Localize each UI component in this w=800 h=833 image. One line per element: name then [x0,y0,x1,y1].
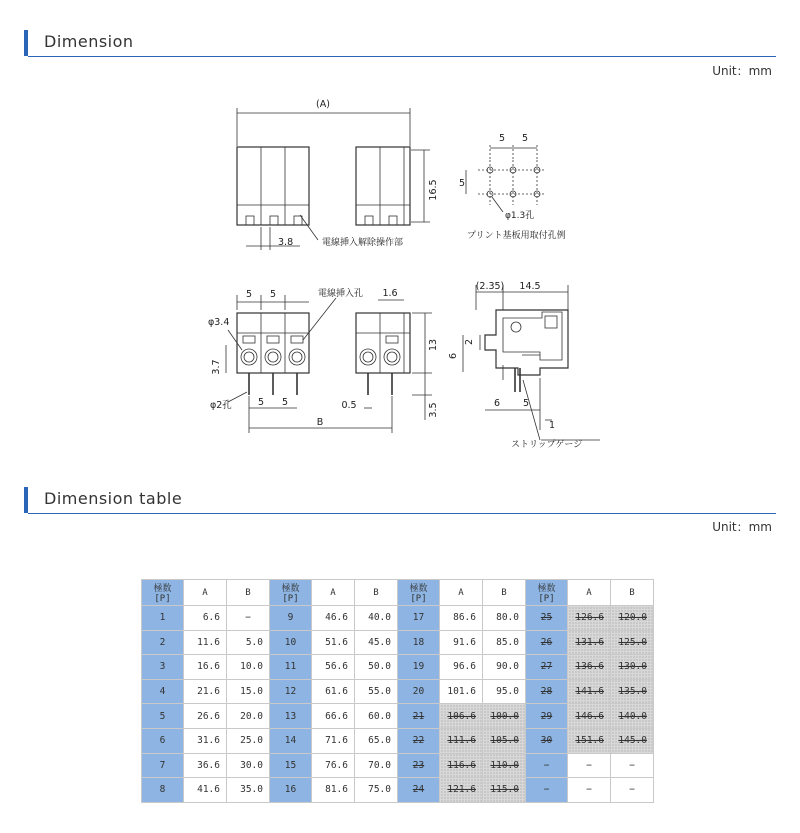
dimension-cell: 66.6 [312,704,355,729]
dimension-cell: 20.0 [227,704,270,729]
dimension-cell: 115.0 [483,778,526,803]
header-poles: 極数[P] [270,580,312,606]
dimension-cell: 85.0 [483,630,526,655]
dimension-cell: 100.0 [483,704,526,729]
dimension-cell: 40.0 [355,606,398,631]
section-title: Dimension table [44,489,183,508]
dimension-cell: 105.0 [483,728,526,753]
section-rule [28,56,776,57]
section-rule [28,513,776,514]
dimension-cell: 70.0 [355,753,398,778]
dimension-cell: 101.6 [440,679,483,704]
header-poles: 極数[P] [398,580,440,606]
pole-count-cell: 11 [270,655,312,680]
side-dim-2-35: (2.35) [475,281,505,292]
front-dim-b: B [316,417,324,428]
dimension-cell: − [611,778,654,803]
front-dim-3-7: 3.7 [211,359,222,375]
pole-count-cell: 1 [142,606,184,631]
dimension-cell: 111.6 [440,728,483,753]
pole-count-cell: 22 [398,728,440,753]
pcb-dim-x2: 5 [521,133,529,144]
dimension-cell: 16.6 [184,655,227,680]
pole-count-cell: 8 [142,778,184,803]
pcb-dim-y: 5 [459,178,466,189]
dimension-cell: 106.6 [440,704,483,729]
pole-count-cell: 7 [142,753,184,778]
front-dim-13: 13 [428,338,439,352]
dimension-cell: 141.6 [568,679,611,704]
dimension-cell: 41.6 [184,778,227,803]
front-dim-b2: 5 [281,397,289,408]
dimension-cell: 151.6 [568,728,611,753]
pole-count-cell: 23 [398,753,440,778]
header-b: B [227,580,270,606]
dimension-cell: 130.0 [611,655,654,680]
pole-count-cell: 17 [398,606,440,631]
dimension-cell: 91.6 [440,630,483,655]
unit-label: Unit：mm [712,64,772,78]
header-b: B [483,580,526,606]
dimension-cell: − [611,753,654,778]
dimension-cell: 121.6 [440,778,483,803]
label-release: 電線挿入解除操作部 [322,238,404,248]
side-dim-6v: 6 [448,352,459,360]
header-a: A [568,580,611,606]
dimension-cell: 136.6 [568,655,611,680]
dimension-cell: 61.6 [312,679,355,704]
top-view [237,108,430,250]
dimension-cell: 146.6 [568,704,611,729]
table-row [142,753,654,778]
dimension-cell: 26.6 [184,704,227,729]
front-dim-0-5: 0.5 [341,400,357,411]
dimension-cell: 5.0 [227,630,270,655]
pole-count-cell: 30 [526,728,568,753]
front-dim-3-5: 3.5 [428,402,439,418]
dimension-cell: 81.6 [312,778,355,803]
table-row [142,778,654,803]
section-accent-bar [24,30,28,56]
dimension-cell: 65.0 [355,728,398,753]
dimension-table [141,579,654,803]
pole-count-cell: 10 [270,630,312,655]
dimension-cell: 6.6 [184,606,227,631]
front-dim-p1: 5 [245,289,253,300]
side-dim-14-5: 14.5 [519,281,541,292]
header-b: B [611,580,654,606]
dimension-cell: 75.0 [355,778,398,803]
pole-count-cell: 13 [270,704,312,729]
dimension-cell: 35.0 [227,778,270,803]
pole-count-cell: 24 [398,778,440,803]
front-dim-p2: 5 [269,289,277,300]
dimension-cell: 55.0 [355,679,398,704]
dim-height: 16.5 [428,179,439,201]
section-header-dimension [24,30,776,56]
pole-count-cell: 5 [142,704,184,729]
header-b: B [355,580,398,606]
front-dim-phi2: φ2孔 [210,400,232,411]
side-dim-2: 2 [464,338,475,346]
dimension-cell: − [568,778,611,803]
dim-a: (A) [316,99,330,110]
dimension-cell: − [227,606,270,631]
pole-count-cell: 6 [142,728,184,753]
dimension-cell: 21.6 [184,679,227,704]
unit-label: Unit：mm [712,520,772,534]
side-dim-6h: 6 [493,398,501,409]
pole-count-cell: 12 [270,679,312,704]
pole-count-cell: 19 [398,655,440,680]
header-a: A [312,580,355,606]
pcb-hole: φ1.3孔 [505,211,535,221]
pole-count-cell: 20 [398,679,440,704]
dimension-cell: 60.0 [355,704,398,729]
section-accent-bar [24,487,28,513]
pole-count-cell: 27 [526,655,568,680]
pole-count-cell: 14 [270,728,312,753]
dimension-cell: 120.0 [611,606,654,631]
table-row [142,704,654,729]
header-poles: 極数[P] [142,580,184,606]
header-poles: 極数[P] [526,580,568,606]
pole-count-cell: − [526,778,568,803]
dimension-cell: 45.0 [355,630,398,655]
dimension-cell: 80.0 [483,606,526,631]
pole-count-cell: 29 [526,704,568,729]
header-a: A [184,580,227,606]
dimension-cell: 10.0 [227,655,270,680]
pcb-hole-pattern [466,145,545,212]
pcb-dim-x1: 5 [498,133,506,144]
table-row [142,655,654,680]
pole-count-cell: 26 [526,630,568,655]
dimension-cell: 125.0 [611,630,654,655]
pole-count-cell: 28 [526,679,568,704]
header-a: A [440,580,483,606]
dimension-cell: 51.6 [312,630,355,655]
dimension-cell: − [568,753,611,778]
dimension-cell: 110.0 [483,753,526,778]
dimension-cell: 76.6 [312,753,355,778]
pole-count-cell: 4 [142,679,184,704]
dimension-cell: 36.6 [184,753,227,778]
pole-count-cell: 3 [142,655,184,680]
dimension-cell: 95.0 [483,679,526,704]
dimension-cell: 140.0 [611,704,654,729]
label-wire-hole: 電線挿入孔 [318,289,364,299]
pole-count-cell: 15 [270,753,312,778]
front-dim-b1: 5 [257,397,265,408]
front-dim-phi34: φ3.4 [208,317,230,328]
pole-count-cell: 25 [526,606,568,631]
pole-count-cell: 2 [142,630,184,655]
pole-count-cell: 21 [398,704,440,729]
dimension-cell: 135.0 [611,679,654,704]
dimension-cell: 25.0 [227,728,270,753]
dimension-cell: 46.6 [312,606,355,631]
front-view [226,295,432,433]
dimension-cell: 15.0 [227,679,270,704]
pole-count-cell: 9 [270,606,312,631]
section-title: Dimension [44,32,134,51]
dim-pitch: 3.8 [278,237,294,248]
pole-count-cell: 18 [398,630,440,655]
dimension-cell: 71.6 [312,728,355,753]
dimension-cell: 145.0 [611,728,654,753]
dimension-cell: 131.6 [568,630,611,655]
pole-count-cell: − [526,753,568,778]
pcb-caption: プリント基板用取付孔例 [467,231,566,241]
table-row [142,679,654,704]
dimension-cell: 90.0 [483,655,526,680]
table-row [142,630,654,655]
dimension-cell: 11.6 [184,630,227,655]
dimension-cell: 116.6 [440,753,483,778]
dimension-cell: 30.0 [227,753,270,778]
table-row [142,606,654,631]
front-dim-1-6: 1.6 [382,288,398,299]
dimension-cell: 56.6 [312,655,355,680]
side-view [463,285,600,440]
table-row [142,728,654,753]
section-header-dimension-table [24,487,776,513]
dimension-cell: 96.6 [440,655,483,680]
side-dim-5h: 5 [522,398,530,409]
dimension-cell: 31.6 [184,728,227,753]
dimension-drawing [0,90,800,460]
dimension-cell: 50.0 [355,655,398,680]
label-strip: ストリップゲージ [511,440,583,450]
pole-count-cell: 16 [270,778,312,803]
side-dim-1: 1 [548,420,556,431]
dimension-cell: 86.6 [440,606,483,631]
dimension-cell: 126.6 [568,606,611,631]
table-header-row [142,580,654,606]
